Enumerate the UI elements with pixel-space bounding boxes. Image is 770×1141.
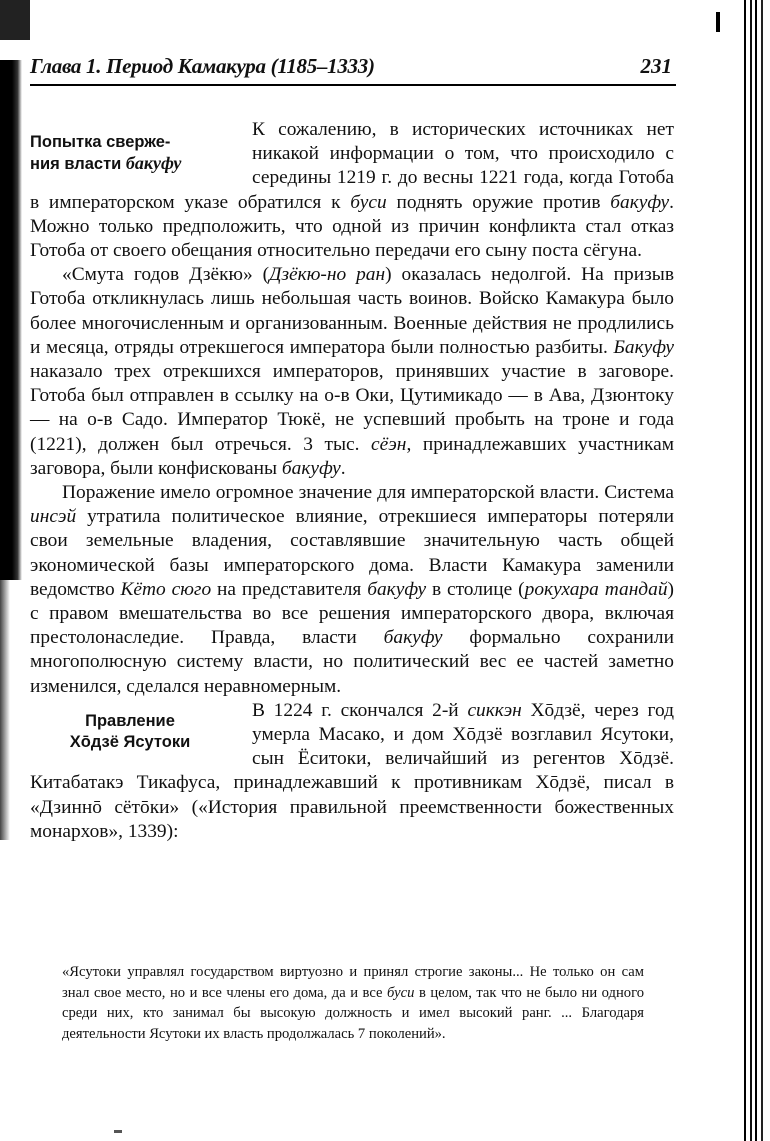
text-run: в столице ( xyxy=(426,578,525,600)
text-run: наказало трех отрекшихся императоров, принявших участие в заговоре. Готоба был отправлен в ссылку на о-в Оки, Цутимикадо — в Ава, Дзюнтоку — на о-в Садо. Император Тюкё, не успевший пробыть на троне и года (1221), должен был отречься. 3 тыс. xyxy=(30,361,674,455)
text-run: поднять оружие против xyxy=(386,191,611,213)
side-heading-line: ния власти xyxy=(30,155,126,173)
text-run: Поражение имело огромное значение для императорской власти. Система xyxy=(62,482,674,504)
scan-shadow-corner xyxy=(0,0,30,40)
scan-binding-shadow-lower xyxy=(0,580,10,840)
text-run: ) с правом вмешательства во все решения императорского двора, включая престолонаследие. Правда, власти xyxy=(30,578,674,649)
side-heading-overthrow xyxy=(30,132,230,175)
text-run: формально сохранили многополюсную систему власти, но политический вес ее частей заметно изменился, сделался неравномерным. xyxy=(30,627,674,697)
text-run: . Можно только предположить, что одной из причин конфликта стал отказ Готоба от своего обещания относительно передачи его сыну поста сёгуна. xyxy=(30,191,674,262)
scan-mark xyxy=(114,1130,122,1133)
scan-mark xyxy=(716,12,720,32)
page-number: 231 xyxy=(640,54,672,78)
side-heading-line: Правление xyxy=(85,711,175,730)
italic-term: Кёто сюго xyxy=(120,578,212,600)
main-text xyxy=(30,118,674,844)
text-run: утратила политическое влияние, отрекшиеся императоры потеряли свои земельные владения, составлявшие значительную часть общей экономической базы императорского дома. Власти Камакура заменили ведомство xyxy=(30,506,674,600)
italic-term: сиккэн xyxy=(467,699,522,721)
side-heading-line: Хōдзё Ясутоки xyxy=(69,732,191,751)
text-run: в целом, так что не было ни одного среди них, кто занимал бы высокую должность и имел высокий ранг. ... Благодаря деятельности Ясутоки их власть продолжалась 7 поколений». xyxy=(62,984,644,1042)
text-run: «Ясутоки управлял государством виртуозно и принял строгие законы... Не только он сам знал свое место, но и все члены его дома, да и все xyxy=(62,964,644,1001)
italic-term: буси xyxy=(387,984,415,1001)
page-edge-lines xyxy=(740,0,770,1141)
text-run: В 1224 г. скончался 2-й xyxy=(252,699,468,721)
paragraph xyxy=(30,263,674,481)
italic-term: бакуфу xyxy=(610,191,670,213)
italic-term: буси xyxy=(350,191,387,213)
scan-binding-shadow xyxy=(0,60,22,580)
italic-term: рокухара тандай xyxy=(524,578,668,600)
block-quote xyxy=(62,962,644,1044)
running-header xyxy=(30,50,676,86)
italic-term: бакуфу xyxy=(383,627,443,649)
chapter-title: Глава 1. Период Камакура (1185–1333) xyxy=(30,54,375,78)
paragraph xyxy=(30,481,674,699)
text-run: К сожалению, в исторических источниках нет никакой информации о том, что происходило с середины 1219 г. до весны 1221 года, когда Готоба в императорском указе обратился к xyxy=(30,119,674,213)
text-run: , принадлежавших участникам заговора, были конфискованы xyxy=(30,433,674,479)
italic-term: бакуфу xyxy=(367,578,427,600)
italic-term: сёэн xyxy=(371,433,407,455)
text-run: «Смута годов Дзёкю» ( xyxy=(62,264,270,286)
text-run: Хōдзё, через год умерла Масако, и дом Хōдзё возглавил Ясутоки, сын Ёситоки, величайший из регентов Хōдзё. Китабатакэ Тикафуса, принадлежавший к противникам Хōдзё, писал в «Дзиннō сётōки» («История правильной преемственности божественных монархов», 1339): xyxy=(30,699,674,842)
side-heading-line: Попытка сверже- xyxy=(30,133,171,151)
side-heading-italic: бакуфу xyxy=(125,153,182,173)
italic-term: Дзёкю-но ран xyxy=(269,264,386,286)
text-run: ) оказалась недолгой. На призыв Готоба откликнулась лишь небольшая часть воинов. Войско Камакура было более многочисленным и организованным. Военные действия не продлились и месяца, отряды отрекшегося императора были полностью разбиты. xyxy=(30,264,674,358)
italic-term: Бакуфу xyxy=(613,336,674,358)
text-run: на представителя xyxy=(211,578,368,600)
italic-term: бакуфу xyxy=(281,457,341,479)
italic-term: инсэй xyxy=(30,506,77,528)
text-run: . xyxy=(340,457,346,479)
side-heading-yasutoki xyxy=(30,711,230,753)
